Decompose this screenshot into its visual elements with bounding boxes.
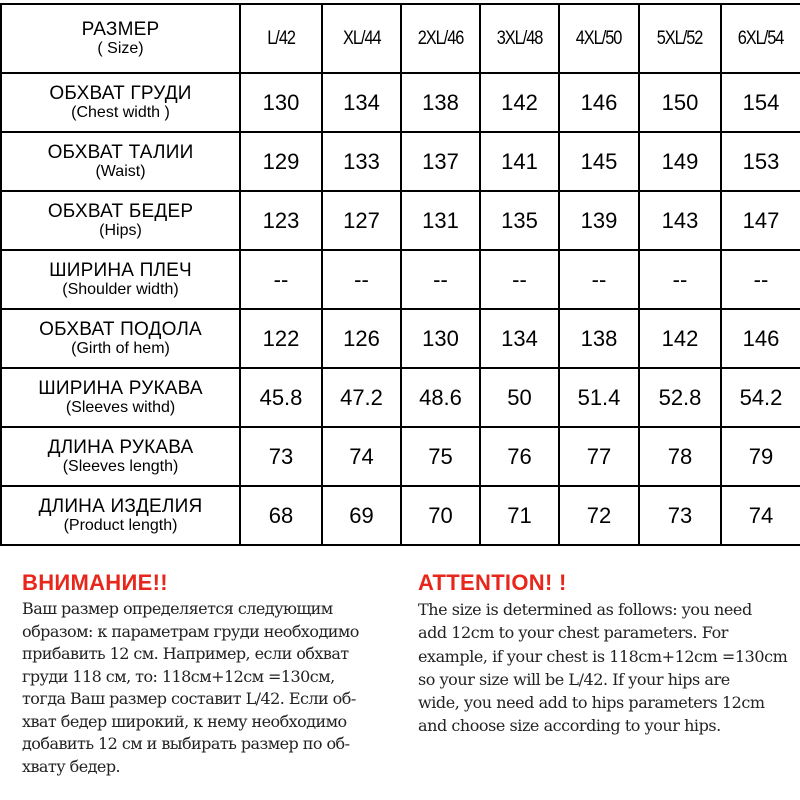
measurement-label-cell <box>1 250 240 309</box>
measurement-value-cell <box>480 250 559 309</box>
measurement-value-cell <box>240 132 322 191</box>
measurement-value: 139 <box>580 207 618 233</box>
measurement-value-cell <box>721 309 800 368</box>
measurement-value: 138 <box>580 325 618 351</box>
measurement-row <box>1 250 800 309</box>
measurement-value: 147 <box>742 207 780 233</box>
measurement-value-cell <box>401 427 480 486</box>
size-header-cell <box>401 4 480 73</box>
measurement-value: 69 <box>349 502 374 528</box>
attention-text-en <box>418 598 800 738</box>
measurement-label-en: (Product length) <box>63 517 178 534</box>
note-line: прибавить 12 см. Например, если обхват <box>22 644 349 663</box>
note-line: so your size will be L/42. If your hips are <box>418 669 730 689</box>
size-header: 5XL/52 <box>657 27 703 49</box>
measurement-label-cell <box>1 73 240 132</box>
note-line: example, if your chest is 118cm+12cm =130cm <box>418 646 788 666</box>
measurement-value-cell <box>240 427 322 486</box>
measurement-value: 131 <box>422 207 459 233</box>
measurement-value-cell <box>559 132 639 191</box>
measurement-value: 52.8 <box>658 384 702 410</box>
measurement-value: 126 <box>343 325 380 351</box>
measurement-label-ru: ОБХВАТ ПОДОЛА <box>39 319 202 340</box>
measurement-value: 137 <box>422 148 459 174</box>
measurement-label-cell <box>1 132 240 191</box>
measurement-value-cell <box>401 191 480 250</box>
measurement-value: -- <box>753 266 769 292</box>
measurement-value-cell <box>480 486 559 545</box>
measurement-label-ru: ДЛИНА РУКАВА <box>47 437 194 458</box>
measurement-row <box>1 486 800 545</box>
measurement-value-cell <box>559 368 639 427</box>
measurement-value: 134 <box>501 325 538 351</box>
measurement-value-cell <box>401 486 480 545</box>
measurement-label-cell <box>1 191 240 250</box>
measurement-value-cell <box>240 309 322 368</box>
measurement-value: -- <box>433 266 448 292</box>
measurement-value: 123 <box>262 207 300 233</box>
measurement-value: 138 <box>422 89 459 115</box>
measurement-value-cell <box>322 73 401 132</box>
measurement-label-en: (Hips) <box>99 222 142 239</box>
measurement-value-cell <box>240 73 322 132</box>
measurement-value: 149 <box>661 148 699 174</box>
header-label-ru: РАЗМЕР <box>81 19 160 40</box>
measurement-value-cell <box>480 132 559 191</box>
measurement-value-cell <box>322 368 401 427</box>
measurement-label-ru: ОБХВАТ БЕДЕР <box>47 201 194 222</box>
note-line: Ваш размер определяется следующим <box>22 599 333 618</box>
measurement-label-en: (Chest width ) <box>71 104 170 121</box>
measurement-value-cell <box>240 368 322 427</box>
measurement-value-cell <box>721 132 800 191</box>
measurement-value-cell <box>322 132 401 191</box>
measurement-value: 129 <box>262 148 300 174</box>
attention-note-en <box>418 568 800 738</box>
measurement-value: -- <box>672 266 688 292</box>
measurement-value: 78 <box>667 443 693 469</box>
size-header-cell <box>240 4 322 73</box>
size-header-cell <box>639 4 721 73</box>
measurement-value: 145 <box>580 148 618 174</box>
measurement-value-cell <box>480 73 559 132</box>
measurement-value-cell <box>480 191 559 250</box>
measurement-value: 50 <box>507 384 532 410</box>
measurement-value: -- <box>512 266 527 292</box>
measurement-value: 48.6 <box>419 384 462 410</box>
measurement-value-cell <box>240 250 322 309</box>
measurement-label-en: (Sleeves withd) <box>65 399 176 416</box>
size-header: 3XL/48 <box>496 27 543 49</box>
measurement-label-ru: ДЛИНА ИЗДЕЛИЯ <box>38 496 203 517</box>
measurement-value: 141 <box>501 148 538 174</box>
measurement-value-cell <box>240 191 322 250</box>
measurement-label-ru: ОБХВАТ ГРУДИ <box>49 83 192 104</box>
measurement-row <box>1 309 800 368</box>
size-header-cell <box>721 4 800 73</box>
measurement-value-cell <box>401 73 480 132</box>
measurement-value: 74 <box>349 443 374 469</box>
measurement-value-cell <box>721 486 800 545</box>
note-line: хват бедер широкий, к нему необходимо <box>22 711 347 731</box>
note-line: and choose size according to your hips. <box>418 716 721 736</box>
measurement-value: 72 <box>586 502 612 528</box>
measurement-value-cell <box>721 191 800 250</box>
measurement-label-cell <box>1 309 240 368</box>
measurement-value-cell <box>721 427 800 486</box>
measurement-value: -- <box>591 266 607 292</box>
measurement-value: 146 <box>742 325 780 351</box>
measurement-value-cell <box>639 486 721 545</box>
note-line: хвату бедер. <box>22 756 121 776</box>
attention-title-ru: ВНИМАНИЕ!! <box>22 570 168 595</box>
size-header-cell <box>480 4 559 73</box>
measurement-label-ru: ШИРИНА ПЛЕЧ <box>49 260 192 281</box>
measurement-value: 73 <box>667 502 693 528</box>
measurement-value-cell <box>480 427 559 486</box>
measurement-row <box>1 132 800 191</box>
note-line: wide, you need add to hips parameters 12cm <box>418 693 765 713</box>
measurement-value-cell <box>401 132 480 191</box>
measurement-value: 76 <box>507 443 532 469</box>
measurement-value: 74 <box>748 502 774 528</box>
measurement-value-cell <box>322 309 401 368</box>
measurement-value: 45.8 <box>259 384 303 410</box>
measurement-value: 142 <box>501 89 538 115</box>
measurement-value: 68 <box>268 502 294 528</box>
size-header-cell <box>322 4 401 73</box>
measurement-value-cell <box>480 309 559 368</box>
measurement-value-cell <box>639 309 721 368</box>
measurement-value-cell <box>639 250 721 309</box>
measurement-value: 135 <box>501 207 538 233</box>
measurement-value: 79 <box>748 443 774 469</box>
measurement-value: 134 <box>343 89 380 115</box>
measurement-label-ru: ОБХВАТ ТАЛИИ <box>47 142 194 163</box>
measurement-label-ru: ШИРИНА РУКАВА <box>38 378 203 399</box>
measurement-label-en: (Waist) <box>95 163 146 180</box>
measurement-value-cell <box>559 73 639 132</box>
measurement-value-cell <box>559 427 639 486</box>
measurement-value: 133 <box>343 148 380 174</box>
measurement-value: 146 <box>580 89 618 115</box>
measurement-value: 130 <box>262 89 300 115</box>
measurement-value-cell <box>240 486 322 545</box>
measurement-value: -- <box>354 266 369 292</box>
note-line: тогда Ваш размер составит L/42. Если об- <box>22 689 356 708</box>
measurement-label-en: (Girth of hem) <box>71 340 170 357</box>
header-label-en: ( Size) <box>97 40 144 57</box>
measurement-value-cell <box>480 368 559 427</box>
size-header: 2XL/46 <box>417 27 464 49</box>
measurement-value: 142 <box>661 325 699 351</box>
measurement-value-cell <box>559 191 639 250</box>
attention-title-en: ATTENTION! ! <box>418 570 567 595</box>
measurement-value-cell <box>322 191 401 250</box>
measurement-value-cell <box>639 427 721 486</box>
attention-note-ru <box>22 568 410 778</box>
size-header-cell <box>559 4 639 73</box>
measurement-value: 154 <box>742 89 780 115</box>
note-line: груди 118 см, то: 118см+12см =130см, <box>22 666 335 686</box>
measurement-value-cell <box>721 73 800 132</box>
measurement-label-cell <box>1 368 240 427</box>
measurement-value-cell <box>639 368 721 427</box>
measurement-value: -- <box>273 266 289 292</box>
measurement-value: 122 <box>262 325 300 351</box>
measurement-label-cell <box>1 486 240 545</box>
measurement-value: 73 <box>268 443 294 469</box>
measurement-label-en: (Shoulder width) <box>62 281 179 298</box>
measurement-value-cell <box>721 250 800 309</box>
measurement-value: 150 <box>661 89 699 115</box>
measurement-value-cell <box>559 486 639 545</box>
measurement-value: 130 <box>422 325 459 351</box>
size-header: 6XL/54 <box>738 27 784 49</box>
measurement-value: 75 <box>428 443 453 469</box>
measurement-value-cell <box>322 486 401 545</box>
measurement-value: 143 <box>661 207 699 233</box>
size-header: 4XL/50 <box>576 27 622 49</box>
measurement-value: 71 <box>507 502 532 528</box>
measurement-value-cell <box>401 250 480 309</box>
note-line: образом: к параметрам груди необходимо <box>22 621 359 641</box>
measurement-value-cell <box>401 309 480 368</box>
measurement-row <box>1 73 800 132</box>
size-chart-table <box>0 3 800 546</box>
measurement-value: 70 <box>428 502 453 528</box>
measurement-value: 51.4 <box>577 384 621 410</box>
note-line: add 12cm to your chest parameters. For <box>418 623 728 643</box>
measurement-row <box>1 427 800 486</box>
measurement-value-cell <box>322 427 401 486</box>
note-line: добавить 12 см и выбирать размер по об- <box>22 734 350 753</box>
size-header: XL/44 <box>342 27 381 49</box>
measurement-value-cell <box>721 368 800 427</box>
measurement-label-cell <box>1 427 240 486</box>
measurement-value-cell <box>401 368 480 427</box>
measurement-value: 77 <box>586 443 612 469</box>
note-line: The size is determined as follows: you need <box>418 600 752 619</box>
measurement-value-cell <box>639 191 721 250</box>
header-row <box>1 4 800 73</box>
measurement-value-cell <box>322 250 401 309</box>
measurement-label-en: (Sleeves length) <box>62 458 179 475</box>
measurement-value: 54.2 <box>739 384 783 410</box>
measurement-value-cell <box>639 73 721 132</box>
measurement-value: 47.2 <box>340 384 383 410</box>
measurement-row <box>1 368 800 427</box>
measurement-value-cell <box>559 309 639 368</box>
attention-text-ru <box>22 598 410 778</box>
measurement-row <box>1 191 800 250</box>
header-label-cell <box>1 4 240 73</box>
measurement-value-cell <box>639 132 721 191</box>
measurement-value: 127 <box>343 207 380 233</box>
measurement-value: 153 <box>742 148 780 174</box>
size-header: L/42 <box>267 27 295 49</box>
size-chart-body <box>1 4 800 545</box>
measurement-value-cell <box>559 250 639 309</box>
